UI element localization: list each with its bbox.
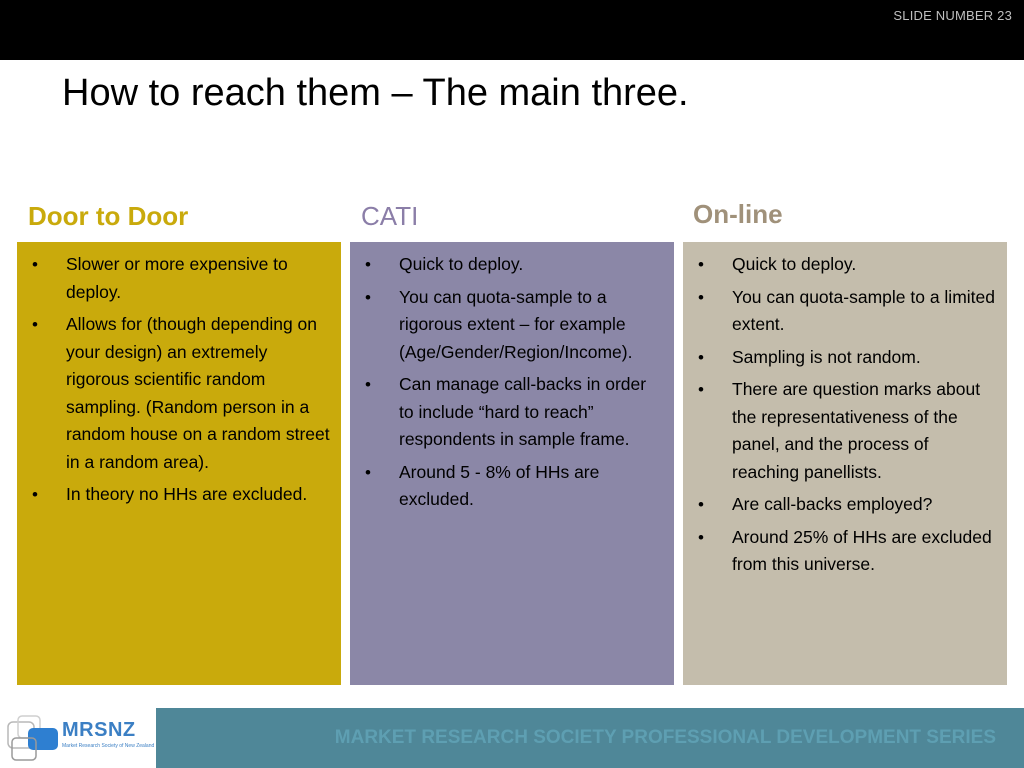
bullet-item <box>362 251 664 279</box>
bullet-item <box>695 524 997 579</box>
bullet-item <box>29 251 331 306</box>
bullet-icon: • <box>698 255 704 274</box>
series-text: MARKET RESEARCH SOCIETY PROFESSIONAL DEVELOPMENT SERIES <box>334 727 996 748</box>
bullet-text: Allows for (though depending on your design) an extremely rigorous scientific random sampling. (Random person in a random house on a random street in a random area). <box>66 314 330 472</box>
footer-bar <box>156 708 1024 768</box>
bullet-item <box>695 251 997 279</box>
cati-panel <box>350 242 674 685</box>
slide-number: SLIDE NUMBER 23 <box>893 8 1012 23</box>
cati-bullets <box>362 251 664 514</box>
bullet-text: Can manage call-backs in order to include “hard to reach” respondents in sample frame. <box>399 374 647 449</box>
bullet-icon: • <box>365 255 371 274</box>
online-bullets <box>695 251 997 579</box>
bullet-item <box>695 344 997 372</box>
bullet-icon: • <box>365 375 371 394</box>
bullet-icon: • <box>365 287 371 307</box>
bullet-item <box>29 481 331 509</box>
bullet-item <box>695 376 997 486</box>
logo-subtext: Market Research Society of New Zealand <box>62 743 154 749</box>
bullet-icon: • <box>698 347 704 367</box>
bullet-icon: • <box>32 255 38 274</box>
cati-heading: CATI <box>361 201 419 231</box>
bullet-icon: • <box>365 462 371 482</box>
bullet-item <box>362 371 664 454</box>
mrsnz-logo-icon <box>6 714 64 764</box>
door-to-door-bullets <box>29 251 331 509</box>
top-bar <box>0 0 1024 60</box>
bullet-icon: • <box>698 380 704 399</box>
bullet-text: Sampling is not random. <box>732 346 921 367</box>
bullet-text: Quick to deploy. <box>732 254 857 274</box>
bullet-text: Around 25% of HHs are excluded from this universe. <box>732 526 992 574</box>
bullet-text: You can quota-sample to a rigorous extent – for example (Age/Gender/Region/Income). <box>399 286 633 362</box>
bullet-text: There are question marks about the representativeness of the panel, and the process of reaching panellists. <box>732 379 981 482</box>
bullet-text: You can quota-sample to a limited extent. <box>732 286 995 334</box>
door-to-door-heading: Door to Door <box>28 201 189 231</box>
bullet-text: Quick to deploy. <box>399 254 524 274</box>
bullet-text: Slower or more expensive to deploy. <box>66 254 288 302</box>
slide-title: How to reach them – The main three. <box>62 72 689 114</box>
bullet-icon: • <box>698 287 704 307</box>
bullet-text: Around 5 - 8% of HHs are excluded. <box>399 461 600 509</box>
bullet-icon: • <box>32 485 38 504</box>
mrsnz-logo <box>0 708 156 768</box>
bullet-icon: • <box>32 315 38 334</box>
online-heading: On-line <box>693 199 783 229</box>
logo-text: MRSNZ <box>62 719 136 741</box>
bullet-icon: • <box>698 527 704 547</box>
bullet-item <box>362 459 664 514</box>
bullet-item <box>362 284 664 367</box>
bullet-item <box>29 311 331 476</box>
bullet-item <box>695 491 997 519</box>
door-to-door-panel <box>17 242 341 685</box>
online-panel <box>683 242 1007 685</box>
bullet-text: In theory no HHs are excluded. <box>66 484 308 504</box>
bullet-icon: • <box>698 495 704 514</box>
bullet-item <box>695 284 997 339</box>
bullet-text: Are call-backs employed? <box>732 494 933 514</box>
